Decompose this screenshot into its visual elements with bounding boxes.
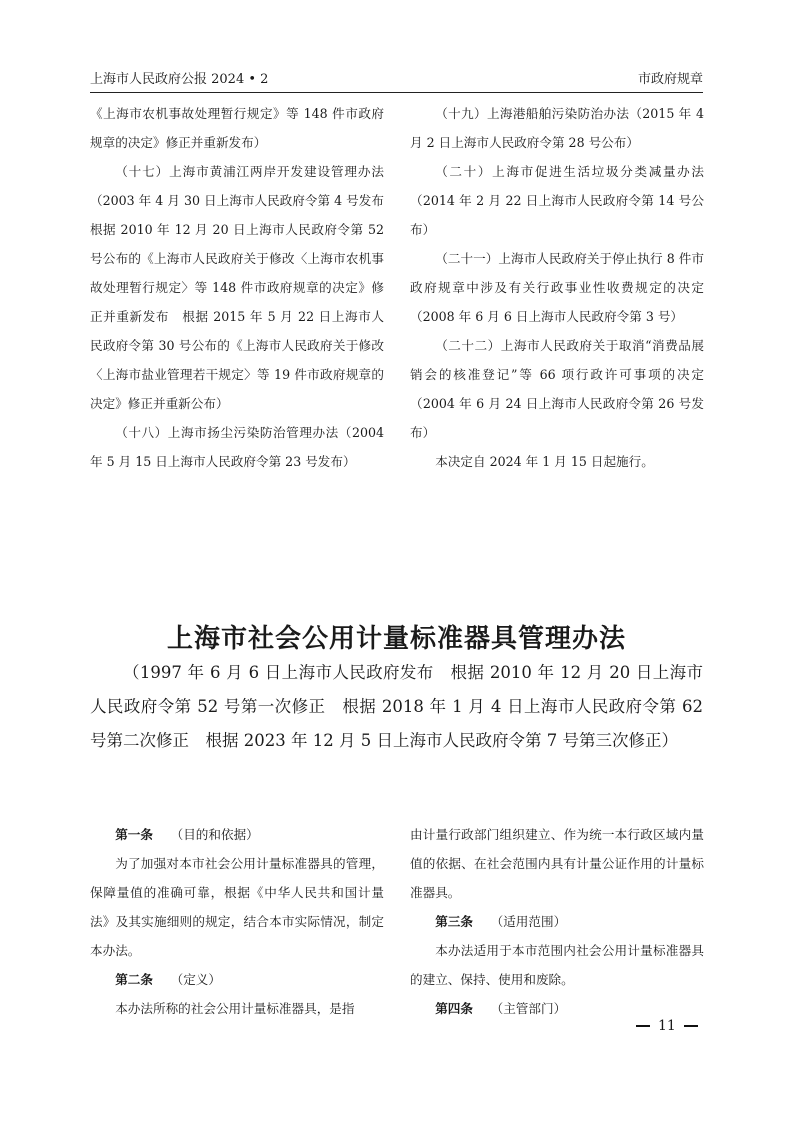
paragraph: 由计量行政部门组织建立、作为统一本行政区域内量值的依据、在社会范围内具有计量公证作用的计量标准器具。 bbox=[410, 827, 704, 900]
running-header-left: 上海市人民政府公报 2024 • 2 bbox=[90, 72, 269, 87]
article-label: 第三条 bbox=[435, 914, 473, 929]
top-right-column bbox=[410, 99, 704, 476]
article-heading bbox=[90, 820, 384, 849]
bottom-left-column bbox=[90, 820, 384, 1023]
paragraph: 本决定自 2024 年 1 月 15 日起施行。 bbox=[435, 454, 654, 469]
paragraph: （十九）上海港船舶污染防治办法（2015 年 4 月 2 日上海市人民政府令第 28 号公布） bbox=[410, 106, 704, 150]
article-title: （定义） bbox=[170, 972, 221, 987]
document-title: 上海市社会公用计量标准器具管理办法 bbox=[166, 624, 626, 654]
header-rule bbox=[90, 92, 703, 93]
paragraph: （十八）上海市扬尘污染防治管理办法（2004 年 5 月 15 日上海市人民政府令第 23 号发布） bbox=[90, 425, 384, 469]
bottom-right-column bbox=[410, 820, 704, 1023]
paragraph: （二十一）上海市人民政府关于停止执行 8 件市政府规章中涉及有关行政事业性收费规定的决定（2008 年 6 月 6 日上海市人民政府令第 3 号） bbox=[410, 251, 704, 324]
article-label: 第四条 bbox=[435, 1001, 473, 1016]
document-subtitle: （1997 年 6 月 6 日上海市人民政府发布 根据 2010 年 12 月 20 日上海市人民政府令第 52 号第一次修正 根据 2018 年 1 月 4 日上海市人民政府令第 62 号第二次修正 根据 2023 年 12 月 5 日上海市人民政府令第 7 号第三次修正） bbox=[90, 663, 703, 750]
running-header-right: 市政府规章 bbox=[637, 72, 703, 87]
top-left-column bbox=[90, 99, 397, 476]
paragraph: 本办法适用于本市范围内社会公用计量标准器具的建立、保持、使用和废除。 bbox=[410, 943, 704, 987]
page-number-value: 11 bbox=[658, 1018, 676, 1034]
article-title: （目的和依据） bbox=[170, 827, 259, 842]
dash-decoration bbox=[684, 1025, 698, 1027]
paragraph: （二十二）上海市人民政府关于取消“消费品展销会的核准登记”等 66 项行政许可事项的决定（2004 年 6 月 24 日上海市人民政府令第 26 号发布） bbox=[410, 338, 704, 440]
article-heading bbox=[410, 907, 704, 936]
article-title: （适用范围） bbox=[490, 914, 567, 929]
paragraph: （二十）上海市促进生活垃圾分类减量办法（2014 年 2 月 22 日上海市人民政府令第 14 号公布） bbox=[410, 164, 704, 237]
paragraph: 《上海市农机事故处理暂行规定》等 148 件市政府规章的决定》修正并重新发布） bbox=[90, 106, 384, 150]
dash-decoration bbox=[636, 1025, 650, 1027]
article-heading bbox=[90, 965, 384, 994]
article-title: （主管部门） bbox=[490, 1001, 567, 1016]
paragraph: 为了加强对本市社会公用计量标准器具的管理，保障量值的准确可靠，根据《中华人民共和国计量法》及其实施细则的规定，结合本市实际情况，制定本办法。 bbox=[90, 856, 384, 958]
paragraph: （十七）上海市黄浦江两岸开发建设管理办法（2003 年 4 月 30 日上海市人民政府令第 4 号发布 根据 2010 年 12 月 20 日上海市人民政府令第 52 号公布的《上海市人民政府关于修改〈上海市农机事故处理暂行规定〉等 148 件市政府规章的决定》修正并重新发布 根据 2015 年 5 月 22 日上海市人民政府令第 30 号公布的《上海市人民政府关于修改〈上海市盐业管理若干规定〉等 19 件市政府规章的决定》修正并重新公布） bbox=[90, 164, 397, 411]
article-label: 第一条 bbox=[115, 827, 153, 842]
page-number bbox=[628, 1018, 706, 1034]
article-label: 第二条 bbox=[115, 972, 153, 987]
paragraph: 本办法所称的社会公用计量标准器具，是指 bbox=[115, 1001, 355, 1016]
